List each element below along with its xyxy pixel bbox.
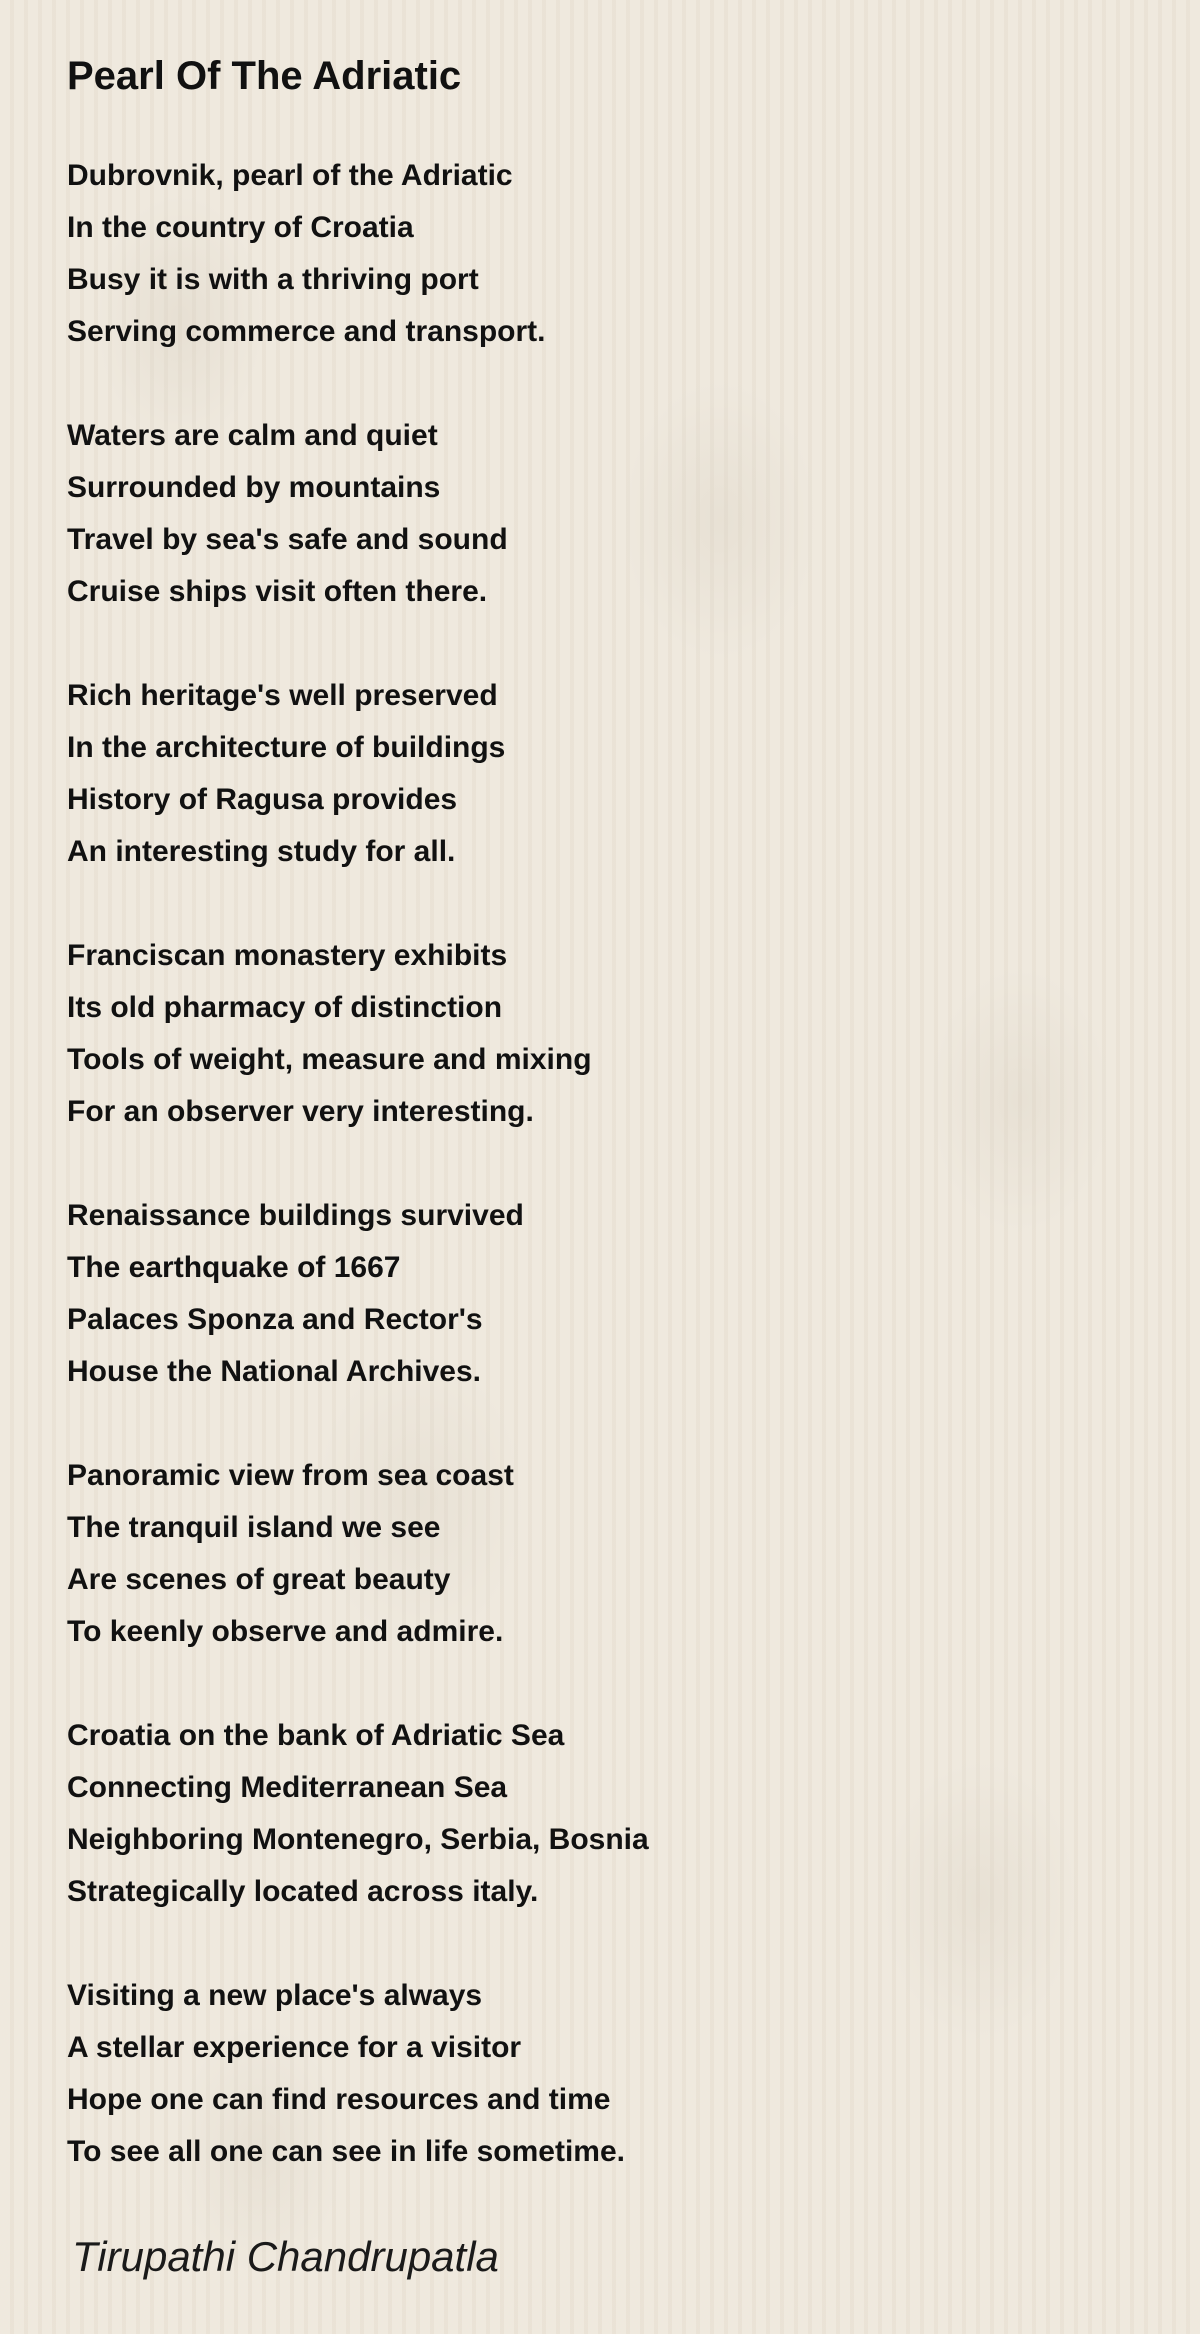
poem-line: The earthquake of 1667 <box>67 1251 401 1284</box>
poem-line: An interesting study for all. <box>67 835 456 868</box>
poem-line: Panoramic view from sea coast <box>67 1459 514 1492</box>
poem-line: Dubrovnik, pearl of the Adriatic <box>67 159 513 192</box>
poem-line: Are scenes of great beauty <box>67 1563 451 1596</box>
poem-line: Visiting a new place's always <box>67 1979 483 2012</box>
poem-line: Busy it is with a thriving port <box>67 263 479 296</box>
poem-line: Tools of weight, measure and mixing <box>67 1043 592 1076</box>
stanza-2 <box>67 410 1167 618</box>
stanza-4 <box>67 930 1167 1138</box>
poem-line: Connecting Mediterranean Sea <box>67 1771 508 1804</box>
poem-line: A stellar experience for a visitor <box>67 2031 522 2064</box>
stanza-8 <box>67 1970 1167 2178</box>
poem-line: To keenly observe and admire. <box>67 1615 504 1648</box>
poem-line: To see all one can see in life sometime. <box>67 2135 625 2168</box>
poem-line: Franciscan monastery exhibits <box>67 939 508 972</box>
poem-line: In the architecture of buildings <box>67 731 506 764</box>
stanza-6 <box>67 1450 1167 1658</box>
poem-line: Strategically located across italy. <box>67 1875 539 1908</box>
poem-line: The tranquil island we see <box>67 1511 441 1544</box>
stanza-7 <box>67 1710 1167 1918</box>
poem-line: History of Ragusa provides <box>67 783 458 816</box>
poem-title: Pearl Of The Adriatic <box>67 54 462 98</box>
poem-body <box>67 150 1167 2230</box>
stanza-5 <box>67 1190 1167 1398</box>
poem-line: Palaces Sponza and Rector's <box>67 1303 483 1336</box>
poem-line: Croatia on the bank of Adriatic Sea <box>67 1719 565 1752</box>
stanza-1 <box>67 150 1167 358</box>
poem-author: Tirupathi Chandrupatla <box>72 2233 499 2280</box>
poem-line: Serving commerce and transport. <box>67 315 546 348</box>
poem-line: Rich heritage's well preserved <box>67 679 498 712</box>
poem-line: Renaissance buildings survived <box>67 1199 524 1232</box>
poem-line: House the National Archives. <box>67 1355 481 1388</box>
poem-line: Neighboring Montenegro, Serbia, Bosnia <box>67 1823 649 1856</box>
poem-line: Its old pharmacy of distinction <box>67 991 503 1024</box>
poem-line: Waters are calm and quiet <box>67 419 438 452</box>
poem-line: Travel by sea's safe and sound <box>67 523 508 556</box>
poem-line: Cruise ships visit often there. <box>67 575 488 608</box>
poem-line: In the country of Croatia <box>67 211 414 244</box>
poem-line: Surrounded by mountains <box>67 471 441 504</box>
poem-line: For an observer very interesting. <box>67 1095 534 1128</box>
poem-line: Hope one can find resources and time <box>67 2083 611 2116</box>
stanza-3 <box>67 670 1167 878</box>
